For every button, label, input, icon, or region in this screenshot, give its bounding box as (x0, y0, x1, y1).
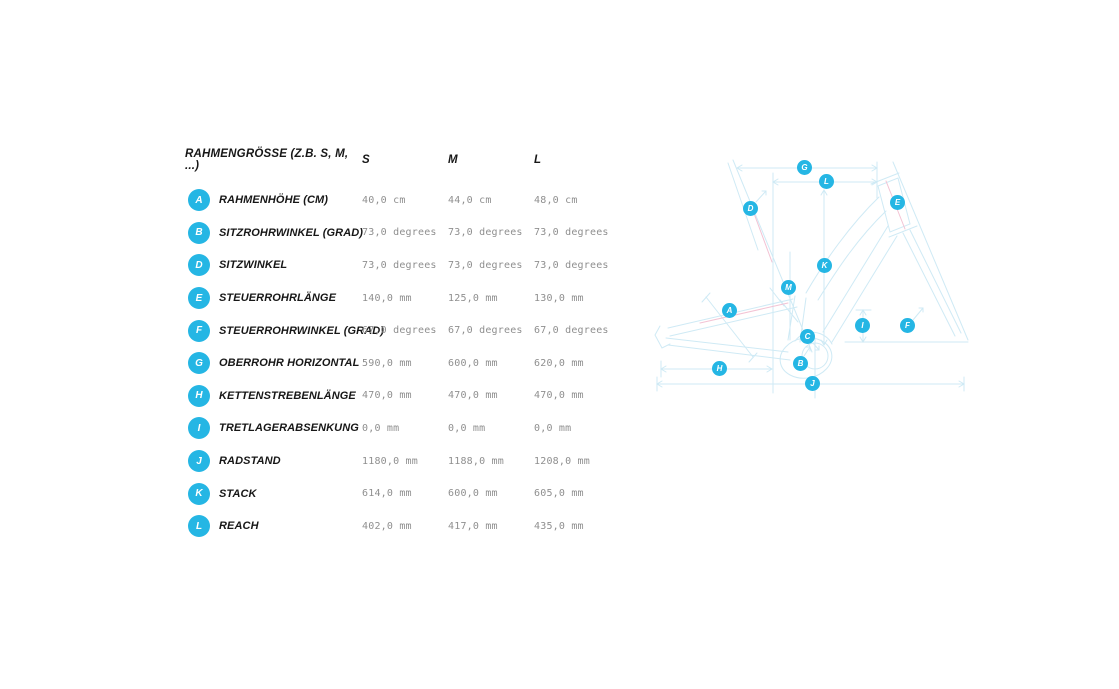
row-label: STEUERROHRWINKEL (GRAD) (219, 324, 385, 337)
value-s: 0,0 mm (362, 422, 400, 434)
value-s: 1180,0 mm (362, 455, 418, 467)
value-s: 73,0 degrees (362, 227, 437, 239)
row-label: STACK (219, 487, 257, 500)
table-row-reach (185, 510, 630, 543)
geometry-table-header (185, 148, 630, 172)
value-l: 620,0 mm (534, 357, 584, 369)
column-header-l: L (534, 154, 542, 166)
value-m: 600,0 mm (448, 357, 498, 369)
diagram-marker-g: G (797, 160, 812, 175)
diagram-marker-i: I (855, 318, 870, 333)
table-row-radstand (185, 445, 630, 478)
value-s: 614,0 mm (362, 488, 412, 500)
table-title: RAHMENGRÖSSE (Z.B. S, M, ...) (185, 148, 349, 172)
bike-geometry-diagram (650, 145, 980, 407)
row-label: KETTENSTREBENLÄNGE (219, 389, 356, 402)
marker-h-badge: H (188, 385, 210, 407)
table-row-tretlagerabsenkung (185, 412, 630, 445)
table-row-steuerrohrlaenge (185, 282, 630, 315)
diagram-marker-l: L (819, 174, 834, 189)
value-m: 0,0 mm (448, 422, 486, 434)
column-header-s: S (362, 154, 370, 166)
value-m: 600,0 mm (448, 488, 498, 500)
marker-f-badge: F (188, 320, 210, 342)
value-m: 44,0 cm (448, 194, 492, 206)
value-m: 1188,0 mm (448, 455, 504, 467)
geometry-rows (185, 184, 630, 543)
marker-l-badge: L (188, 515, 210, 537)
marker-g-badge: G (188, 352, 210, 374)
diagram-marker-b: B (793, 356, 808, 371)
table-row-sitzwinkel (185, 249, 630, 282)
diagram-marker-a: A (722, 303, 737, 318)
value-l: 67,0 degrees (534, 325, 609, 337)
diagram-marker-f: F (900, 318, 915, 333)
value-l: 435,0 mm (534, 520, 584, 532)
value-m: 73,0 degrees (448, 259, 523, 271)
value-l: 1208,0 mm (534, 455, 590, 467)
row-label: RADSTAND (219, 455, 281, 468)
row-label: STEUERROHRLÄNGE (219, 292, 337, 305)
table-row-steuerrohrwinkel (185, 314, 630, 347)
marker-k-badge: K (188, 483, 210, 505)
row-label: SITZROHRWINKEL (GRAD) (219, 226, 364, 239)
table-row-oberrohr (185, 347, 630, 380)
row-label: SITZWINKEL (219, 259, 288, 272)
value-m: 125,0 mm (448, 292, 498, 304)
value-s: 67,0 degrees (362, 325, 437, 337)
value-s: 402,0 mm (362, 520, 412, 532)
marker-a-badge: A (188, 189, 210, 211)
value-l: 605,0 mm (534, 488, 584, 500)
table-row-rahmenhoehe (185, 184, 630, 217)
value-m: 73,0 degrees (448, 227, 523, 239)
value-s: 470,0 mm (362, 390, 412, 402)
value-l: 48,0 cm (534, 194, 578, 206)
value-s: 73,0 degrees (362, 259, 437, 271)
row-label: TRETLAGERABSENKUNG (219, 422, 359, 435)
marker-d-badge: D (188, 254, 210, 276)
diagram-marker-j: J (805, 376, 820, 391)
marker-b-badge: B (188, 222, 210, 244)
diagram-marker-m: M (781, 280, 796, 295)
value-l: 73,0 degrees (534, 227, 609, 239)
row-label: OBERROHR HORIZONTAL (219, 357, 360, 370)
diagram-marker-c: C (800, 329, 815, 344)
frame-drawing-svg (650, 145, 980, 407)
diagram-marker-h: H (712, 361, 727, 376)
diagram-marker-k: K (817, 258, 832, 273)
geometry-table (185, 148, 630, 543)
diagram-marker-e: E (890, 195, 905, 210)
value-l: 130,0 mm (534, 292, 584, 304)
marker-j-badge: J (188, 450, 210, 472)
value-m: 417,0 mm (448, 520, 498, 532)
column-header-m: M (448, 154, 458, 166)
value-s: 140,0 mm (362, 292, 412, 304)
marker-i-badge: I (188, 417, 210, 439)
diagram-marker-d: D (743, 201, 758, 216)
value-s: 40,0 cm (362, 194, 406, 206)
value-l: 0,0 mm (534, 422, 572, 434)
table-row-sitzrohrwinkel (185, 217, 630, 250)
value-s: 590,0 mm (362, 357, 412, 369)
value-l: 73,0 degrees (534, 259, 609, 271)
table-row-kettenstreben (185, 380, 630, 413)
row-label: REACH (219, 520, 259, 533)
marker-e-badge: E (188, 287, 210, 309)
value-m: 67,0 degrees (448, 325, 523, 337)
value-l: 470,0 mm (534, 390, 584, 402)
table-row-stack (185, 477, 630, 510)
row-label: RAHMENHÖHE (CM) (219, 194, 329, 207)
value-m: 470,0 mm (448, 390, 498, 402)
